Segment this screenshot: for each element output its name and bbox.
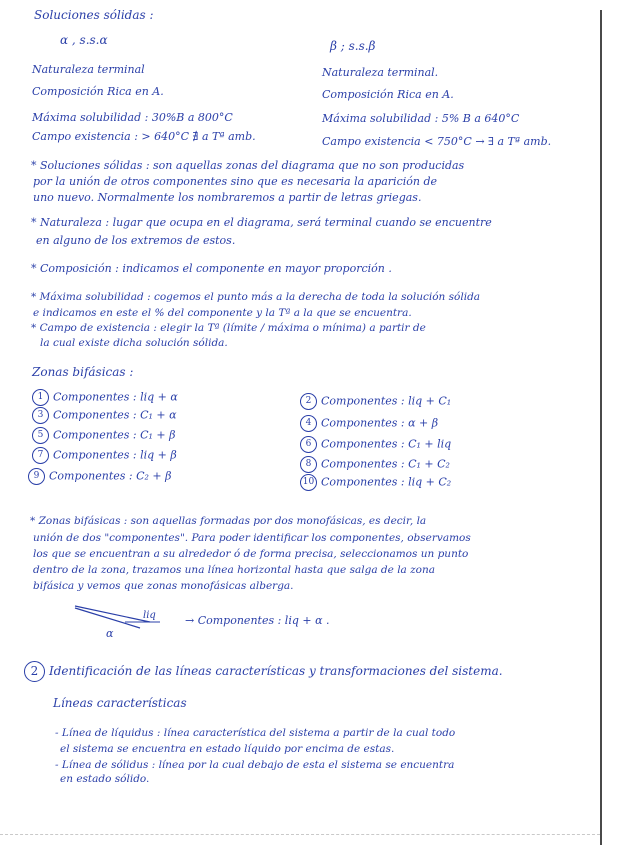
sketch-liq-label: liq xyxy=(143,610,156,621)
zona-item-2 xyxy=(300,393,451,410)
beta-max-solubilidad: Máxima solubilidad : 5% B a 640°C xyxy=(322,112,520,125)
def-composicion: * Composición : indicamos el componente en mayor proporción . xyxy=(31,262,392,275)
zona-item-3 xyxy=(32,407,177,424)
zona-number-7: 7 xyxy=(32,447,49,464)
page-edge-line xyxy=(600,10,602,845)
zona-number-5: 5 xyxy=(32,427,49,444)
zona-number-9: 9 xyxy=(28,468,45,485)
beta-composicion: Composición Rica en A. xyxy=(322,88,454,101)
sketch-result: → Componentes : liq + α . xyxy=(185,614,330,627)
zona-number-10: 10 xyxy=(300,474,317,491)
zona-text-1: Componentes : liq + α xyxy=(53,390,178,404)
page-bottom-edge xyxy=(0,834,600,835)
zona-text-3: Componentes : C₁ + α xyxy=(53,408,177,422)
beta-naturaleza: Naturaleza terminal. xyxy=(322,66,439,79)
alpha-composicion: Composición Rica en A. xyxy=(32,85,164,98)
zona-item-10 xyxy=(300,474,451,491)
section-2-heading xyxy=(24,661,503,682)
zona-text-9: Componentes : C₂ + β xyxy=(49,469,172,483)
def-zonas-line-3: los que se encuentran a su alrededor ó de forma precisa, seleccionamos un punto xyxy=(33,548,469,560)
phase-sketch xyxy=(70,600,180,645)
section-2-subtitle: Líneas características xyxy=(53,696,187,710)
liquidus-line-2: el sistema se encuentra en estado líquido por encima de estas. xyxy=(60,743,395,755)
beta-campo: Campo existencia < 750°C → ∃ a Tª amb. xyxy=(322,135,552,148)
alpha-campo: Campo existencia : > 640°C ∄ a Tª amb. xyxy=(32,130,256,143)
zona-item-8 xyxy=(300,456,450,473)
zona-number-3: 3 xyxy=(32,407,49,424)
solidus-line-1: - Línea de sólidus : línea por la cual debajo de esta el sistema se encuentra xyxy=(55,759,455,771)
def-naturaleza-line-1: * Naturaleza : lugar que ocupa en el diagrama, será terminal cuando se encuentre xyxy=(31,216,492,229)
sketch-alpha-label: α xyxy=(106,627,114,640)
def-maxima-line-1: * Máxima solubilidad : cogemos el punto más a la derecha de toda la solución sólida xyxy=(31,291,481,303)
zona-text-8: Componentes : C₁ + C₂ xyxy=(321,457,450,471)
def-zonas-line-1: * Zonas bifásicas : son aquellas formadas por dos monofásicas, es decir, la xyxy=(30,515,427,527)
liquidus-line-1: - Línea de líquidus : línea característica del sistema a partir de la cual todo xyxy=(55,727,456,739)
solidus-line-2: en estado sólido. xyxy=(60,773,150,785)
zona-item-5 xyxy=(32,427,175,444)
page-title: Soluciones sólidas : xyxy=(34,8,154,22)
alpha-max-solubilidad: Máxima solubilidad : 30%B a 800°C xyxy=(32,111,233,124)
def-zonas-line-4: dentro de la zona, trazamos una línea horizontal hasta que salga de la zona xyxy=(33,564,436,576)
zona-item-1 xyxy=(32,389,178,406)
def-zonas-line-5: bifásica y vemos que zonas monofásicas alberga. xyxy=(33,580,294,592)
beta-symbol: β ; s.s.β xyxy=(330,39,376,53)
zona-item-7 xyxy=(32,447,177,464)
zona-item-9 xyxy=(28,468,171,485)
zona-number-6: 6 xyxy=(300,436,317,453)
zona-number-8: 8 xyxy=(300,456,317,473)
zona-number-2: 2 xyxy=(300,393,317,410)
def-naturaleza-line-2: en alguno de los extremos de estos. xyxy=(36,234,236,247)
zona-text-4: Componentes : α + β xyxy=(321,416,439,430)
zona-number-4: 4 xyxy=(300,415,317,432)
def-campo-line-1: * Campo de existencia : elegir la Tª (límite / máxima o mínima) a partir de xyxy=(31,322,426,334)
section-2-number: 2 xyxy=(24,661,45,682)
zona-number-1: 1 xyxy=(32,389,49,406)
def-soluciones-line-3: uno nuevo. Normalmente los nombraremos a partir de letras griegas. xyxy=(33,191,422,204)
def-maxima-line-2: e indicamos en este el % del componente y la Tª a la que se encuentra. xyxy=(33,307,412,319)
def-soluciones-line-1: * Soluciones sólidas : son aquellas zonas del diagrama que no son producidas xyxy=(31,159,465,172)
zona-text-7: Componentes : liq + β xyxy=(53,448,177,462)
def-zonas-line-2: unión de dos "componentes". Para poder identificar los componentes, observamos xyxy=(33,532,471,544)
section-2-title: Identificación de las líneas características y transformaciones del sistema. xyxy=(49,664,503,678)
zona-item-4 xyxy=(300,415,438,432)
zona-text-6: Componentes : C₁ + liq xyxy=(321,437,452,451)
zona-text-10: Componentes : liq + C₂ xyxy=(321,475,452,489)
zonas-title: Zonas bifásicas : xyxy=(32,365,134,379)
zona-item-6 xyxy=(300,436,451,453)
alpha-naturaleza: Naturaleza terminal xyxy=(32,63,145,76)
def-soluciones-line-2: por la unión de otros componentes sino que es necesaria la aparición de xyxy=(33,175,438,188)
zona-text-5: Componentes : C₁ + β xyxy=(53,428,176,442)
alpha-symbol: α , s.s.α xyxy=(60,33,108,47)
def-campo-line-2: la cual existe dicha solución sólida. xyxy=(40,337,228,349)
zona-text-2: Componentes : liq + C₁ xyxy=(321,394,452,408)
